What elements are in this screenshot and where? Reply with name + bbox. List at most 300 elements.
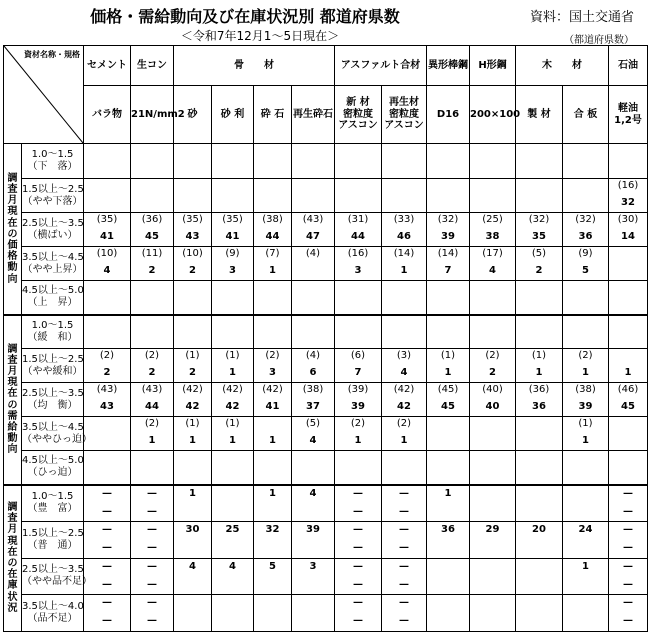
section-label-text: 調査月現在の需給動向 bbox=[7, 343, 18, 456]
prev-value-cell bbox=[84, 144, 131, 159]
prev-value-cell bbox=[563, 595, 609, 612]
prev-value-cell bbox=[292, 144, 335, 159]
value-cell bbox=[212, 465, 254, 485]
value-cell bbox=[563, 329, 609, 349]
level-label bbox=[22, 451, 84, 485]
prev-value-cell bbox=[516, 144, 563, 159]
value-cell: 7 bbox=[427, 261, 470, 281]
value-cell: — bbox=[131, 538, 174, 558]
value-cell bbox=[254, 611, 292, 631]
prev-value-cell: — bbox=[335, 522, 382, 539]
value-cell bbox=[516, 193, 563, 213]
material-name: 異形棒鋼 bbox=[427, 46, 470, 86]
material-spec: 新 材 密粒度 アスコン bbox=[335, 86, 382, 144]
value-cell bbox=[131, 465, 174, 485]
prev-value-cell: (14) bbox=[427, 247, 470, 261]
prev-value-cell bbox=[563, 281, 609, 295]
value-cell: 38 bbox=[470, 227, 516, 247]
value-cell: 1 bbox=[382, 261, 427, 281]
value-cell bbox=[470, 538, 516, 558]
value-cell: 2 bbox=[174, 363, 212, 383]
prev-value-cell: 1 bbox=[174, 485, 212, 502]
prev-value-cell bbox=[174, 451, 212, 465]
prev-value-cell: 1 bbox=[254, 485, 292, 502]
prev-value-cell bbox=[382, 281, 427, 295]
value-cell: 41 bbox=[84, 227, 131, 247]
value-cell bbox=[212, 611, 254, 631]
table-row bbox=[4, 431, 648, 451]
prev-value-cell bbox=[174, 179, 212, 193]
value-cell: 36 bbox=[516, 397, 563, 417]
level-range: 4.5以上～5.0 bbox=[22, 285, 84, 297]
value-cell: — bbox=[84, 611, 131, 631]
prev-value-cell: (43) bbox=[131, 383, 174, 397]
value-cell: — bbox=[84, 575, 131, 595]
level-label bbox=[22, 213, 84, 247]
prev-value-cell bbox=[427, 595, 470, 612]
section-label-text: 調査月現在の価格動向 bbox=[7, 172, 18, 285]
table-row bbox=[4, 522, 648, 539]
value-cell bbox=[470, 575, 516, 595]
value-cell: 36 bbox=[563, 227, 609, 247]
value-cell bbox=[174, 538, 212, 558]
value-cell bbox=[84, 329, 131, 349]
prev-value-cell: — bbox=[131, 558, 174, 575]
material-spec: D16 bbox=[427, 86, 470, 144]
prev-value-cell: — bbox=[609, 485, 648, 502]
value-cell bbox=[84, 465, 131, 485]
level-desc: （上 昇） bbox=[27, 297, 78, 309]
prev-value-cell: (10) bbox=[174, 247, 212, 261]
prev-value-cell bbox=[174, 315, 212, 329]
value-cell: 1 bbox=[382, 431, 427, 451]
value-cell bbox=[131, 159, 174, 179]
prev-value-cell: (16) bbox=[609, 179, 648, 193]
table-row bbox=[4, 329, 648, 349]
prev-value-cell: (31) bbox=[335, 213, 382, 227]
prev-value-cell: — bbox=[382, 522, 427, 539]
level-label bbox=[22, 247, 84, 281]
value-cell: 32 bbox=[609, 193, 648, 213]
value-cell: 45 bbox=[609, 397, 648, 417]
level-range: 3.5以上～4.0 bbox=[22, 600, 84, 612]
value-cell bbox=[563, 611, 609, 631]
value-cell bbox=[382, 159, 427, 179]
value-cell: 7 bbox=[335, 363, 382, 383]
prev-value-cell bbox=[131, 179, 174, 193]
prev-value-cell bbox=[254, 281, 292, 295]
value-cell bbox=[174, 329, 212, 349]
value-cell bbox=[470, 193, 516, 213]
value-cell bbox=[292, 295, 335, 315]
table-row bbox=[4, 383, 648, 397]
value-cell bbox=[292, 538, 335, 558]
level-range: 4.5以上～5.0 bbox=[22, 455, 84, 467]
prev-value-cell bbox=[609, 349, 648, 363]
prev-value-cell: 20 bbox=[516, 522, 563, 539]
prev-value-cell: (43) bbox=[84, 383, 131, 397]
value-cell: 1 bbox=[254, 261, 292, 281]
value-cell: 3 bbox=[254, 363, 292, 383]
value-cell: 2 bbox=[174, 261, 212, 281]
value-cell: 46 bbox=[382, 227, 427, 247]
prev-value-cell bbox=[563, 485, 609, 502]
level-desc: （やや緩和） bbox=[22, 365, 83, 377]
prev-value-cell: 25 bbox=[212, 522, 254, 539]
material-spec: 軽油 1,2号 bbox=[609, 86, 648, 144]
value-cell bbox=[609, 295, 648, 315]
value-cell: 1 bbox=[174, 431, 212, 451]
prev-value-cell bbox=[212, 144, 254, 159]
value-cell: 1 bbox=[563, 363, 609, 383]
value-cell: 39 bbox=[427, 227, 470, 247]
value-cell: 44 bbox=[254, 227, 292, 247]
value-cell: 40 bbox=[470, 397, 516, 417]
prev-value-cell bbox=[254, 595, 292, 612]
value-cell bbox=[382, 295, 427, 315]
prev-value-cell bbox=[427, 417, 470, 431]
section-label bbox=[4, 315, 22, 485]
prev-value-cell: (38) bbox=[254, 213, 292, 227]
prev-value-cell: (1) bbox=[174, 349, 212, 363]
table-row bbox=[4, 611, 648, 631]
value-cell bbox=[470, 465, 516, 485]
value-cell: — bbox=[84, 502, 131, 522]
prev-value-cell bbox=[335, 281, 382, 295]
source-label: 資料：国土交通省 bbox=[529, 10, 634, 25]
value-cell bbox=[254, 329, 292, 349]
prev-value-cell: (25) bbox=[470, 213, 516, 227]
value-cell bbox=[212, 159, 254, 179]
value-cell: — bbox=[382, 538, 427, 558]
value-cell bbox=[254, 575, 292, 595]
prev-value-cell: (1) bbox=[174, 417, 212, 431]
prev-value-cell bbox=[516, 595, 563, 612]
value-cell bbox=[516, 329, 563, 349]
value-cell bbox=[563, 193, 609, 213]
value-cell bbox=[470, 502, 516, 522]
level-range: 1.0～1.5 bbox=[31, 319, 74, 331]
prev-value-cell: (7) bbox=[254, 247, 292, 261]
corner-cell bbox=[4, 46, 84, 144]
prev-value-cell: (5) bbox=[292, 417, 335, 431]
value-cell bbox=[254, 465, 292, 485]
value-cell bbox=[212, 502, 254, 522]
prev-value-cell bbox=[427, 315, 470, 329]
prev-value-cell bbox=[470, 179, 516, 193]
level-desc: （豊 富） bbox=[27, 503, 78, 515]
value-cell bbox=[516, 502, 563, 522]
value-cell: 4 bbox=[470, 261, 516, 281]
value-cell: 2 bbox=[470, 363, 516, 383]
value-cell bbox=[470, 295, 516, 315]
prev-value-cell: — bbox=[609, 595, 648, 612]
table-row bbox=[4, 502, 648, 522]
value-cell bbox=[427, 295, 470, 315]
prev-value-cell bbox=[84, 315, 131, 329]
level-range: 2.5以上～3.5 bbox=[22, 564, 84, 576]
value-cell: 42 bbox=[382, 397, 427, 417]
level-range: 1.5以上～2.5 bbox=[22, 353, 84, 365]
level-desc: （緩 和） bbox=[27, 331, 78, 343]
value-cell bbox=[212, 329, 254, 349]
value-cell bbox=[609, 261, 648, 281]
level-desc: （ひっ迫） bbox=[27, 467, 78, 479]
value-cell: — bbox=[609, 575, 648, 595]
material-spec: 砂 bbox=[174, 86, 212, 144]
value-cell bbox=[563, 295, 609, 315]
table-row bbox=[4, 261, 648, 281]
prev-value-cell: — bbox=[609, 558, 648, 575]
level-range: 1.0～1.5 bbox=[31, 149, 74, 160]
prev-value-cell bbox=[382, 451, 427, 465]
level-desc: （ややひっ迫） bbox=[22, 433, 92, 445]
value-cell: 1 bbox=[254, 431, 292, 451]
table-row bbox=[4, 315, 648, 329]
level-label bbox=[22, 485, 84, 522]
prev-value-cell: (40) bbox=[470, 383, 516, 397]
level-label bbox=[22, 281, 84, 315]
value-cell: 45 bbox=[427, 397, 470, 417]
value-cell bbox=[292, 193, 335, 213]
prev-value-cell: (2) bbox=[131, 417, 174, 431]
prev-value-cell: (30) bbox=[609, 213, 648, 227]
prev-value-cell bbox=[335, 144, 382, 159]
level-desc: （やや上昇） bbox=[22, 263, 83, 275]
value-cell bbox=[131, 295, 174, 315]
table-row bbox=[4, 485, 648, 502]
value-cell bbox=[131, 329, 174, 349]
data-table bbox=[3, 45, 648, 632]
prev-value-cell bbox=[516, 179, 563, 193]
prev-value-cell bbox=[212, 281, 254, 295]
prev-value-cell: 29 bbox=[470, 522, 516, 539]
prev-value-cell: (9) bbox=[563, 247, 609, 261]
value-cell: 2 bbox=[131, 363, 174, 383]
prev-value-cell: 24 bbox=[563, 522, 609, 539]
table-row bbox=[4, 538, 648, 558]
value-cell bbox=[174, 295, 212, 315]
material-spec: 合 板 bbox=[563, 86, 609, 144]
prev-value-cell bbox=[470, 451, 516, 465]
prev-value-cell: (42) bbox=[254, 383, 292, 397]
prev-value-cell bbox=[254, 144, 292, 159]
value-cell: 39 bbox=[335, 397, 382, 417]
material-spec: 再生砕石 bbox=[292, 86, 335, 144]
prev-value-cell: (4) bbox=[292, 349, 335, 363]
value-cell bbox=[609, 465, 648, 485]
prev-value-cell bbox=[212, 485, 254, 502]
value-cell: 41 bbox=[254, 397, 292, 417]
prev-value-cell: — bbox=[131, 595, 174, 612]
table-row bbox=[4, 247, 648, 261]
prev-value-cell bbox=[254, 179, 292, 193]
value-cell: — bbox=[335, 611, 382, 631]
value-cell bbox=[427, 431, 470, 451]
level-range: 1.0～1.5 bbox=[31, 491, 74, 503]
prev-value-cell: (10) bbox=[84, 247, 131, 261]
prev-value-cell bbox=[563, 179, 609, 193]
prev-value-cell bbox=[174, 144, 212, 159]
value-cell bbox=[254, 295, 292, 315]
survey-date: ＜令和7年12月1～5日現在＞ bbox=[180, 29, 340, 43]
value-cell bbox=[470, 431, 516, 451]
prev-value-cell bbox=[470, 315, 516, 329]
value-cell: 43 bbox=[174, 227, 212, 247]
prev-value-cell: (32) bbox=[563, 213, 609, 227]
prev-value-cell bbox=[563, 144, 609, 159]
value-cell bbox=[254, 502, 292, 522]
value-cell bbox=[212, 538, 254, 558]
level-label bbox=[22, 315, 84, 349]
value-cell: 2 bbox=[84, 363, 131, 383]
value-cell bbox=[563, 502, 609, 522]
prev-value-cell: 39 bbox=[292, 522, 335, 539]
material-spec: 製 材 bbox=[516, 86, 563, 144]
prev-value-cell bbox=[516, 281, 563, 295]
prev-value-cell bbox=[382, 179, 427, 193]
table-row bbox=[4, 295, 648, 315]
table-row bbox=[4, 595, 648, 612]
value-cell bbox=[563, 538, 609, 558]
value-cell: 1 bbox=[131, 431, 174, 451]
table-row bbox=[4, 159, 648, 179]
prev-value-cell: (35) bbox=[212, 213, 254, 227]
prev-value-cell: 5 bbox=[254, 558, 292, 575]
value-cell bbox=[131, 193, 174, 213]
value-cell: 4 bbox=[382, 363, 427, 383]
section-label-text: 調査月現在の在庫状況 bbox=[7, 502, 18, 614]
value-cell bbox=[292, 502, 335, 522]
prev-value-cell: — bbox=[131, 485, 174, 502]
prev-value-cell bbox=[516, 558, 563, 575]
value-cell: 44 bbox=[335, 227, 382, 247]
value-cell bbox=[563, 465, 609, 485]
prev-value-cell: (1) bbox=[516, 349, 563, 363]
prev-value-cell bbox=[609, 451, 648, 465]
table-row bbox=[4, 397, 648, 417]
value-cell bbox=[174, 502, 212, 522]
header-row-names bbox=[4, 46, 648, 86]
prev-value-cell bbox=[427, 281, 470, 295]
prev-value-cell: (16) bbox=[335, 247, 382, 261]
prev-value-cell: 32 bbox=[254, 522, 292, 539]
value-cell bbox=[174, 465, 212, 485]
prev-value-cell: — bbox=[131, 522, 174, 539]
prev-value-cell bbox=[131, 315, 174, 329]
prev-value-cell bbox=[427, 558, 470, 575]
prev-value-cell: (39) bbox=[335, 383, 382, 397]
prev-value-cell bbox=[335, 451, 382, 465]
material-name: 石油 bbox=[609, 46, 648, 86]
prev-value-cell: — bbox=[382, 595, 427, 612]
prev-value-cell: (14) bbox=[382, 247, 427, 261]
prev-value-cell bbox=[292, 595, 335, 612]
header-row-specs bbox=[4, 86, 648, 144]
value-cell bbox=[609, 329, 648, 349]
prev-value-cell: — bbox=[382, 558, 427, 575]
page-title: 価格・需給動向及び在庫状況別 都道府県数 bbox=[90, 7, 400, 26]
prev-value-cell bbox=[427, 144, 470, 159]
section-label bbox=[4, 144, 22, 315]
prev-value-cell bbox=[516, 451, 563, 465]
prev-value-cell: (32) bbox=[427, 213, 470, 227]
prev-value-cell: (6) bbox=[335, 349, 382, 363]
value-cell: — bbox=[131, 575, 174, 595]
value-cell bbox=[335, 159, 382, 179]
value-cell: 44 bbox=[131, 397, 174, 417]
prev-value-cell bbox=[470, 281, 516, 295]
corner-label: 資材名称・規格 bbox=[24, 50, 80, 59]
prev-value-cell bbox=[516, 485, 563, 502]
table-row bbox=[4, 213, 648, 227]
value-cell: — bbox=[382, 611, 427, 631]
prev-value-cell bbox=[382, 144, 427, 159]
level-label bbox=[22, 417, 92, 451]
value-cell bbox=[382, 329, 427, 349]
value-cell: 45 bbox=[131, 227, 174, 247]
level-range: 2.5以上～3.5 bbox=[22, 387, 84, 399]
level-label bbox=[22, 383, 84, 417]
material-name: 生コン bbox=[131, 46, 174, 86]
prev-value-cell bbox=[382, 315, 427, 329]
prev-value-cell bbox=[254, 451, 292, 465]
value-cell bbox=[516, 575, 563, 595]
value-cell bbox=[563, 159, 609, 179]
prev-value-cell: (1) bbox=[563, 417, 609, 431]
prev-value-cell bbox=[84, 179, 131, 193]
prev-value-cell bbox=[470, 558, 516, 575]
prev-value-cell bbox=[131, 144, 174, 159]
value-cell: 1 bbox=[609, 363, 648, 383]
prev-value-cell: 30 bbox=[174, 522, 212, 539]
table-row bbox=[4, 227, 648, 247]
prev-value-cell: (36) bbox=[131, 213, 174, 227]
table-row bbox=[4, 465, 648, 485]
level-desc: （普 通） bbox=[27, 539, 78, 551]
value-cell: — bbox=[382, 575, 427, 595]
prev-value-cell: — bbox=[84, 558, 131, 575]
value-cell: 39 bbox=[563, 397, 609, 417]
prev-value-cell bbox=[563, 451, 609, 465]
value-cell bbox=[427, 502, 470, 522]
prev-value-cell: (36) bbox=[516, 383, 563, 397]
level-desc: （下 落） bbox=[27, 161, 78, 172]
value-cell bbox=[427, 159, 470, 179]
prev-value-cell bbox=[292, 179, 335, 193]
prev-value-cell: 3 bbox=[292, 558, 335, 575]
value-cell bbox=[292, 261, 335, 281]
value-cell: 14 bbox=[609, 227, 648, 247]
prev-value-cell bbox=[212, 179, 254, 193]
material-spec: バラ物 bbox=[84, 86, 131, 144]
prev-value-cell bbox=[609, 315, 648, 329]
prev-value-cell: (35) bbox=[174, 213, 212, 227]
prev-value-cell bbox=[292, 451, 335, 465]
prev-value-cell: (5) bbox=[516, 247, 563, 261]
table-row bbox=[4, 363, 648, 383]
value-cell bbox=[516, 611, 563, 631]
prev-value-cell: (17) bbox=[470, 247, 516, 261]
table-row bbox=[4, 281, 648, 295]
prev-value-cell: (38) bbox=[292, 383, 335, 397]
value-cell: — bbox=[335, 575, 382, 595]
prev-value-cell: — bbox=[609, 522, 648, 539]
material-name: 骨 材 bbox=[174, 46, 335, 86]
value-cell bbox=[427, 193, 470, 213]
prev-value-cell: (43) bbox=[292, 213, 335, 227]
value-cell: — bbox=[335, 502, 382, 522]
